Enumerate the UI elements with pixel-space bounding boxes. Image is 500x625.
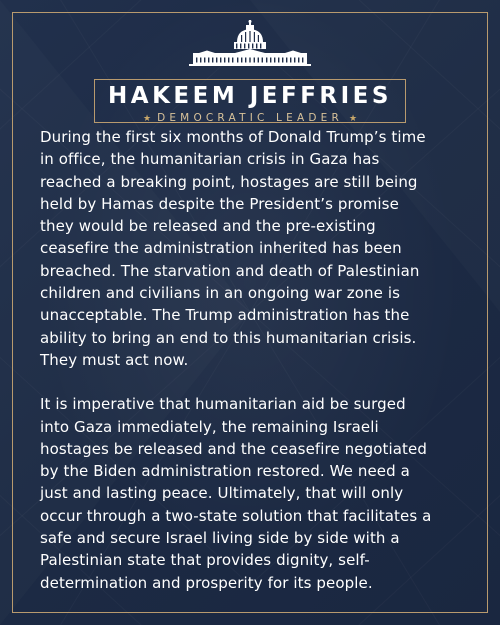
- statement-line: safe and secure Israel living side by side with a: [40, 529, 400, 548]
- star-icon: ★: [348, 114, 358, 124]
- statement-line: into Gaza immediately, the remaining Israeli: [40, 417, 379, 436]
- statement-line: ability to bring an end to this humanitarian crisis.: [40, 328, 417, 347]
- statement-line: they would be released and the pre-existing: [40, 217, 376, 236]
- leader-name: HAKEEM JEFFRIES: [108, 83, 392, 109]
- statement-line: held by Hamas despite the President’s promise: [40, 194, 399, 213]
- statement-line: just and lasting peace. Ultimately, that will only: [40, 484, 404, 503]
- statement-line: hostages be released and the ceasefire negotiated: [40, 439, 427, 458]
- statement-line: occur through a two-state solution that facilitates a: [40, 506, 432, 525]
- statement-line: unacceptable. The Trump administration has the: [40, 306, 410, 325]
- leader-title: DEMOCRATIC LEADER: [157, 112, 343, 124]
- statement-line: Palestinian state that provides dignity, self-: [40, 551, 370, 570]
- statement-line: determination and prosperity for its people.: [40, 573, 373, 592]
- statement-line: It is imperative that humanitarian aid be surged: [40, 395, 406, 414]
- capitol-building-icon: [185, 20, 315, 66]
- statement-line: by the Biden administration restored. We need a: [40, 462, 410, 481]
- statement-paragraph: [40, 393, 472, 594]
- statement-line: reached a breaking point, hostages are still being: [40, 172, 418, 191]
- star-icon: ★: [142, 114, 152, 124]
- statement-line: During the first six months of Donald Trump’s time: [40, 128, 426, 146]
- letterhead: [0, 16, 500, 124]
- statement-body: [40, 126, 472, 616]
- statement-line: They must act now.: [40, 350, 189, 369]
- statement-line: in office, the humanitarian crisis in Gaza has: [40, 150, 380, 169]
- statement-paragraph: [40, 126, 472, 371]
- title-row: [0, 112, 500, 125]
- statement-line: ceasefire the administration inherited has been: [40, 239, 402, 258]
- statement-line: breached. The starvation and death of Palestinian: [40, 261, 420, 280]
- statement-line: children and civilians in an ongoing war zone is: [40, 284, 401, 303]
